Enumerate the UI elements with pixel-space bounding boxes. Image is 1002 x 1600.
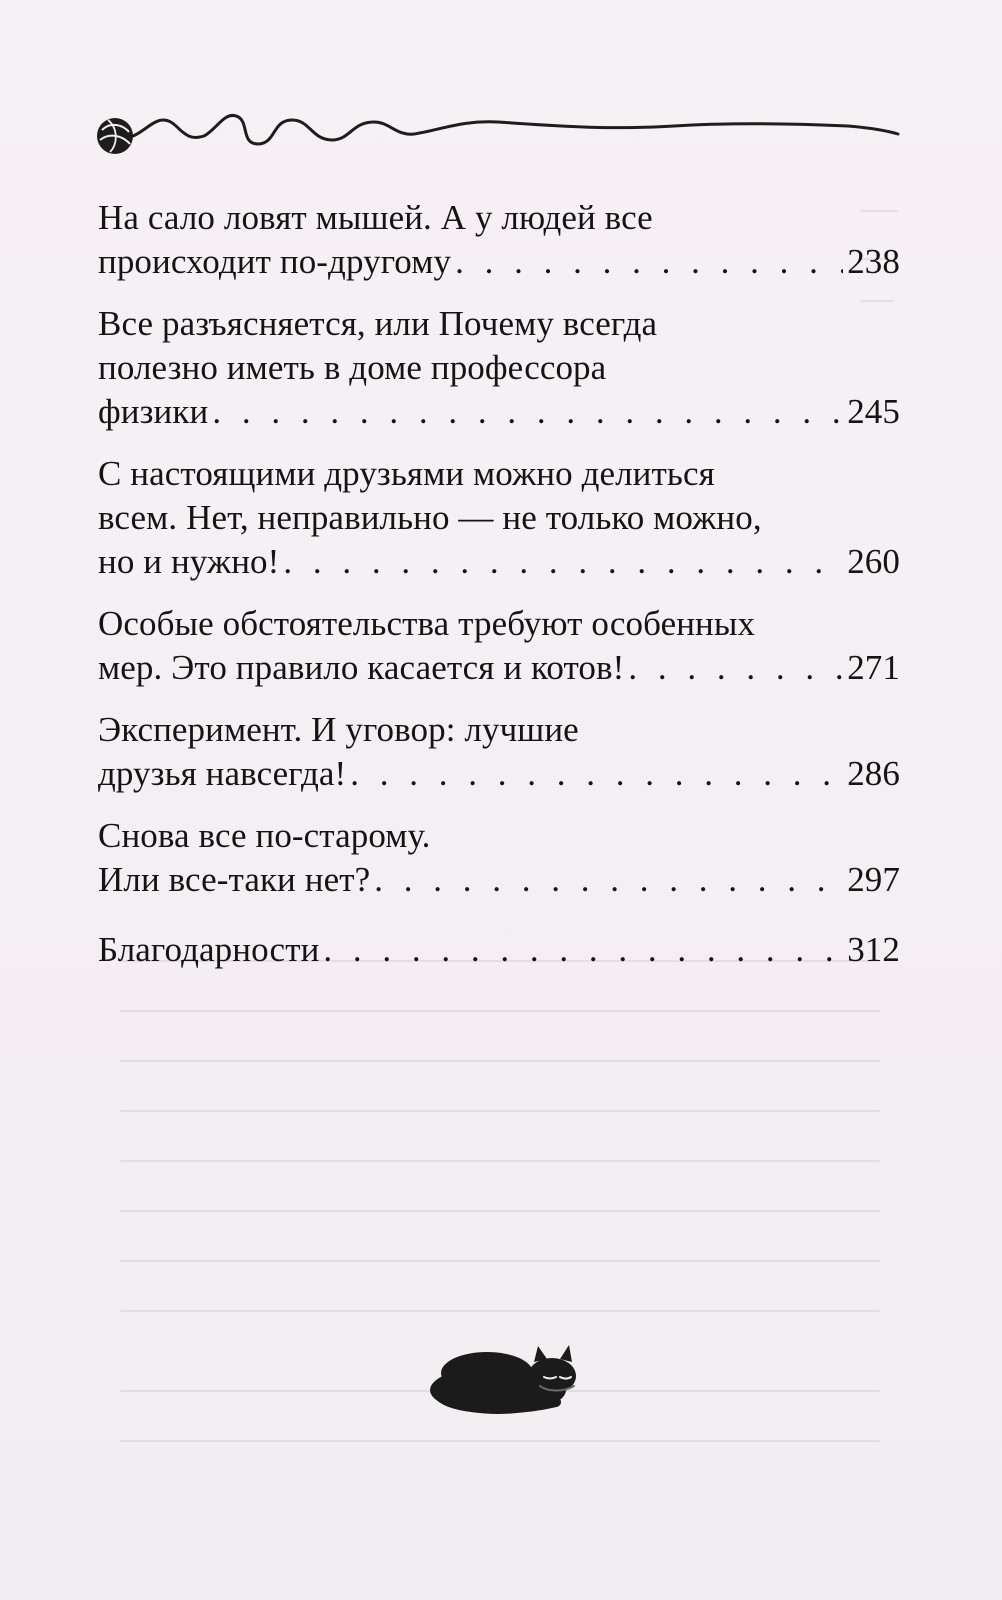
yarn-ball-thread-icon bbox=[88, 102, 908, 172]
toc-entry-title-line: Особые обстоятельства требуют особенных bbox=[98, 604, 756, 643]
toc-entry-final-line bbox=[98, 928, 900, 972]
dot-leader bbox=[455, 240, 843, 284]
toc-entry-title-line: всем. Нет, неправильно — не только можно, bbox=[98, 498, 762, 537]
toc-entry-title-line: происходит по-другому bbox=[98, 242, 452, 281]
toc-entry[interactable] bbox=[98, 928, 900, 972]
toc-entry-title-line: мер. Это правило касается и котов! bbox=[98, 648, 625, 687]
toc-entry-title-line: Все разъясняется, или Почему всегда bbox=[98, 304, 658, 343]
table-of-contents bbox=[98, 196, 900, 990]
toc-entry-final-line bbox=[98, 240, 900, 284]
page-number: 260 bbox=[847, 542, 900, 581]
page-number: 245 bbox=[847, 392, 900, 431]
sleeping-cat-icon bbox=[424, 1334, 588, 1418]
toc-entry-title-line: Или все-таки нет? bbox=[98, 860, 371, 899]
toc-entry-final-line bbox=[98, 858, 900, 902]
toc-entry[interactable] bbox=[98, 602, 900, 690]
toc-entry-title-line: Снова все по-старому. bbox=[98, 816, 431, 855]
toc-entry-final-line bbox=[98, 646, 900, 690]
toc-entry-title-line: физики bbox=[98, 392, 209, 431]
page-number: 238 bbox=[847, 242, 900, 281]
dot-leader bbox=[374, 858, 843, 902]
toc-entry[interactable] bbox=[98, 708, 900, 796]
toc-entry[interactable] bbox=[98, 814, 900, 902]
page-number: 297 bbox=[847, 860, 900, 899]
dot-leader bbox=[350, 752, 843, 796]
toc-entry-title-line: друзья навсегда! bbox=[98, 754, 347, 793]
toc-entry-title-line: С настоящими друзьями можно делиться bbox=[98, 454, 715, 493]
toc-entry[interactable] bbox=[98, 452, 900, 584]
dot-leader bbox=[212, 390, 843, 434]
toc-entry[interactable] bbox=[98, 196, 900, 284]
toc-entry-final-line bbox=[98, 390, 900, 434]
toc-entry[interactable] bbox=[98, 302, 900, 434]
toc-entry-title-line: Благодарности bbox=[98, 930, 320, 969]
dot-leader bbox=[283, 540, 843, 584]
page-number: 271 bbox=[847, 648, 900, 687]
page-number: 286 bbox=[847, 754, 900, 793]
dot-leader bbox=[323, 928, 843, 972]
dot-leader bbox=[628, 646, 843, 690]
page-number: 312 bbox=[847, 930, 900, 969]
toc-entry-final-line bbox=[98, 752, 900, 796]
toc-entry-title-line: полезно иметь в доме профессора bbox=[98, 348, 607, 387]
toc-entry-title-line: но и нужно! bbox=[98, 542, 280, 581]
toc-entry-title-line: На сало ловят мышей. А у людей все bbox=[98, 198, 653, 237]
toc-entry-final-line bbox=[98, 540, 900, 584]
toc-entry-title-line: Эксперимент. И уговор: лучшие bbox=[98, 710, 579, 749]
